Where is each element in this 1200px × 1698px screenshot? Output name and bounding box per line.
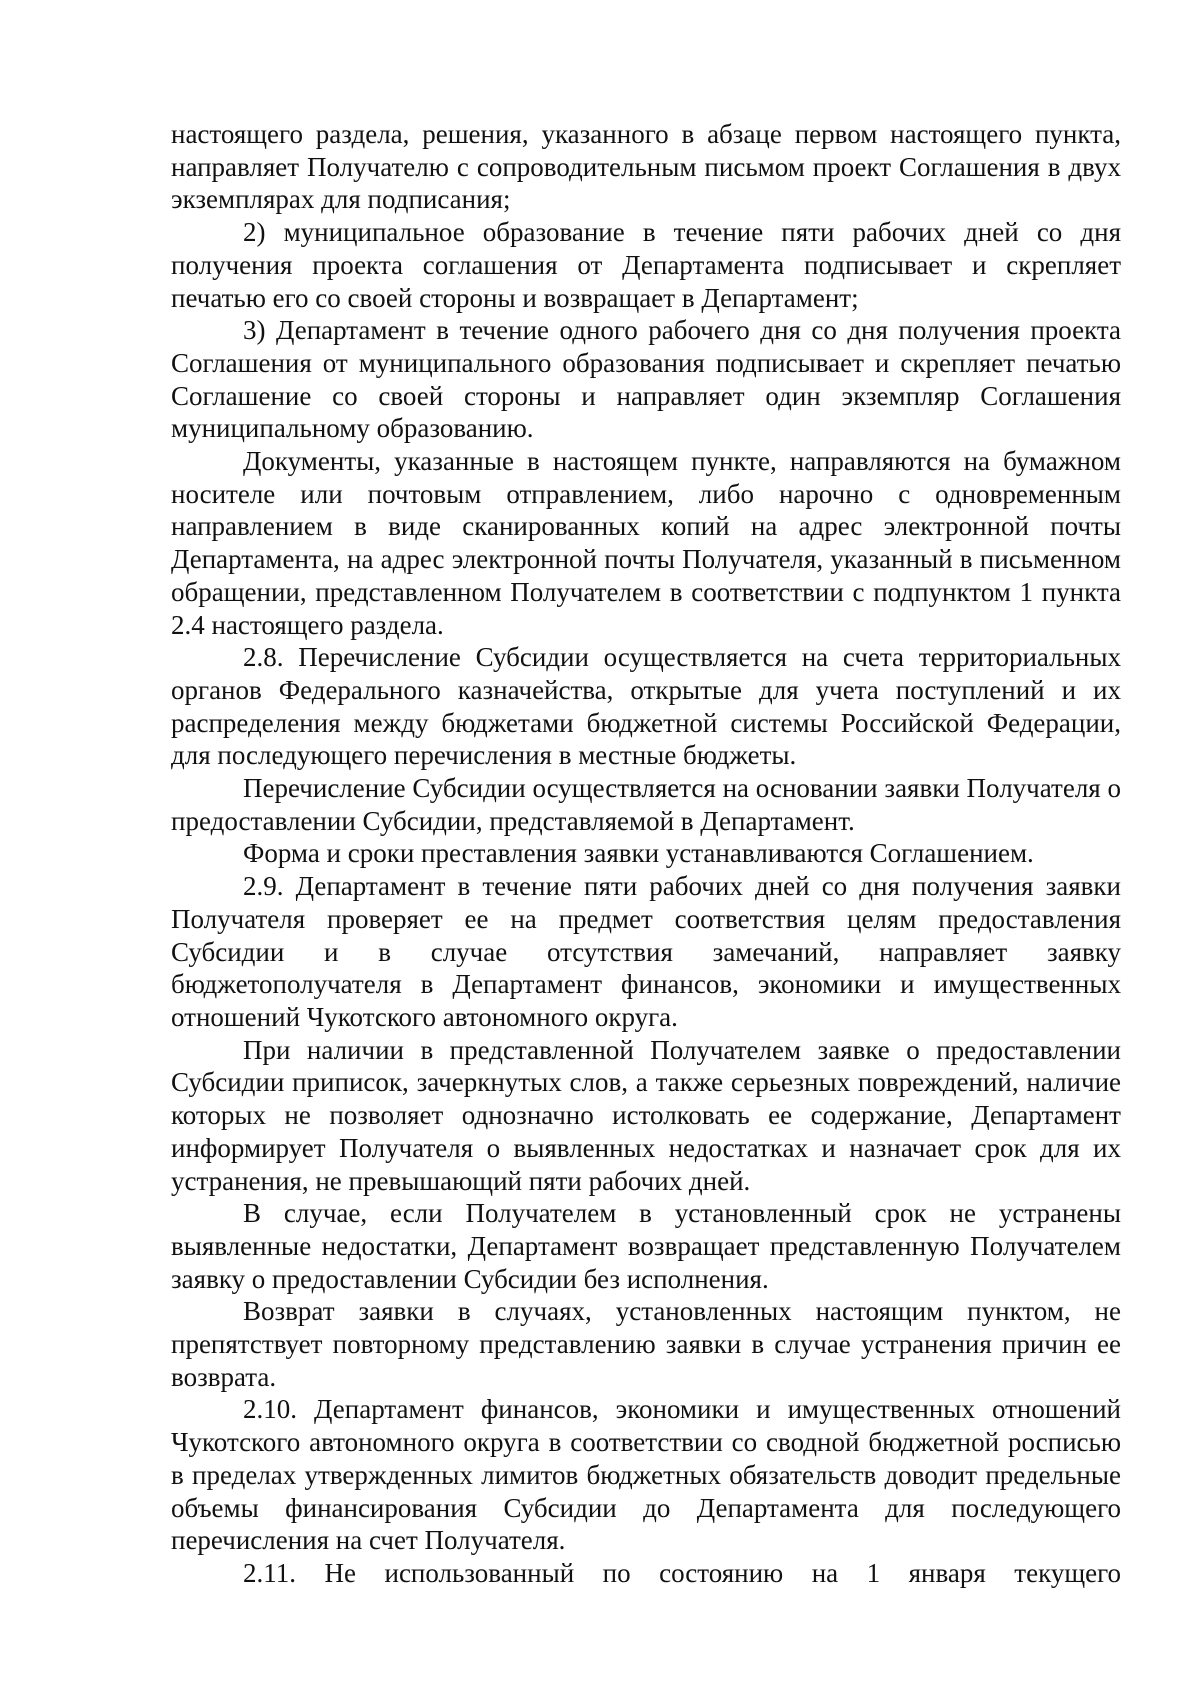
document-body [171,118,1121,1590]
paragraph-2-9: 2.9. Департамент в течение пяти рабочих дней со дня получения заявки Получателя проверяет ее на предмет соответствия целям предоставления Субсидии и в случае отсутствия замечаний, направляет заявку бюджетополучателя в Департамент финансов, экономики и имущественных отношений Чукотского автономного округа. [171,871,1121,1032]
paragraph-item-2: 2) муниципальное образование в течение пяти рабочих дней со дня получения проекта соглашения от Департамента подписывает и скрепляет печатью его со своей стороны и возвращает в Департамент; [171,217,1121,313]
paragraph-form-terms: Форма и сроки преставления заявки устанавливаются Соглашением. [243,838,1034,869]
paragraph-item-3: 3) Департамент в течение одного рабочего дня со дня получения проекта Соглашения от муниципального образования подписывает и скрепляет печатью Соглашение со своей стороны и направляет один экземпляр Соглашения муниципальному образованию. [171,315,1121,444]
paragraph-2-11: 2.11. Не использованный по состоянию на 1 января текущего [243,1557,1121,1588]
paragraph-2-10: 2.10. Департамент финансов, экономики и имущественных отношений Чукотского автономного округа в соответствии со сводной бюджетной росписью в пределах утвержденных лимитов бюджетных обязательств доводит предельные объемы финансирования Субсидии до Департамента для последующего перечисления на счет Получателя. [171,1394,1121,1556]
paragraph-documents: Документы, указанные в настоящем пункте, направляются на бумажном носителе или почтовым отправлением, либо нарочно с одновременным направлением в виде сканированных копий на адрес электронной почты Департамента, на адрес электронной почты Получателя, указанный в письменном обращении, представленном Получателем в соответствии с подпунктом 1 пункта 2.4 настоящего раздела. [171,446,1121,640]
paragraph-return: В случае, если Получателем в установленный срок не устранены выявленные недостатки, Департамент возвращает представленную Получателем заявку о предоставлении Субсидии без исполнения. [171,1198,1121,1294]
paragraph-continuation: настоящего раздела, решения, указанного в абзаце первом настоящего пункта, направляет Получателю с сопроводительным письмом проект Соглашения в двух экземплярах для подписания; [171,119,1121,215]
paragraph-2-8: 2.8. Перечисление Субсидии осуществляется на счета территориальных органов Федерального казначейства, открытые для учета поступлений и их распределения между бюджетами бюджетной системы Российской Федерации, для последующего перечисления в местные бюджеты. [171,642,1121,771]
paragraph-defects: При наличии в представленной Получателем заявке о предоставлении Субсидии приписок, зачеркнутых слов, а также серьезных повреждений, наличие которых не позволяет однозначно истолковать ее содержание, Департамент информирует Получателя о выявленных недостатках и назначает срок для их устранения, не превышающий пяти рабочих дней. [171,1034,1121,1196]
paragraph-transfer-basis: Перечисление Субсидии осуществляется на основании заявки Получателя о предоставлении Субсидии, представляемой в Департамент. [171,773,1121,836]
paragraph-resubmission: Возврат заявки в случаях, установленных настоящим пунктом, не препятствует повторному представлению заявки в случае устранения причин ее возврата. [171,1296,1121,1392]
